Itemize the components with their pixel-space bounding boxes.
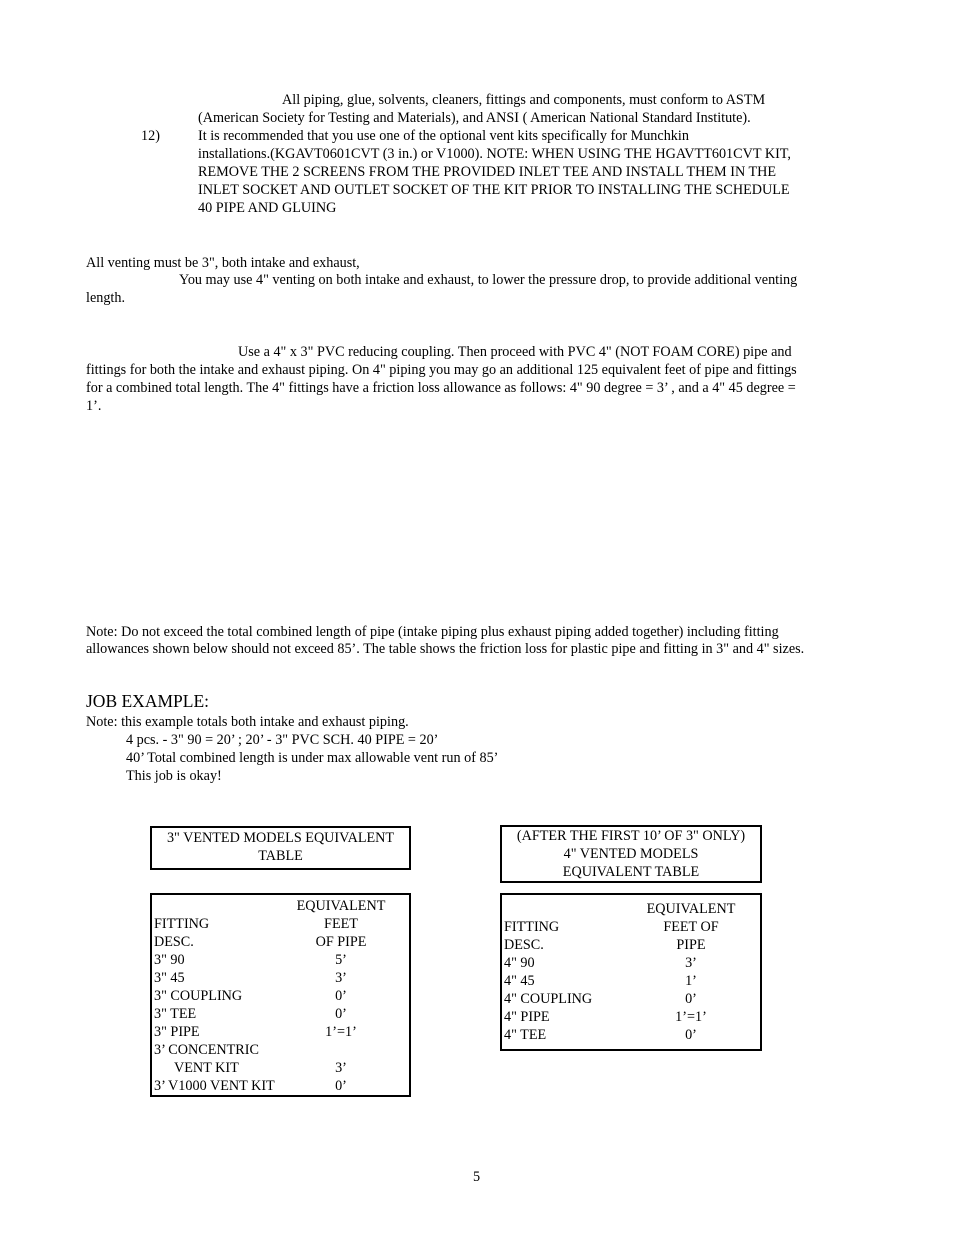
fitting-cell: 4" TEE [504,1027,547,1043]
item12-line: 40 PIPE AND GLUING [198,200,337,216]
table-4in-title [500,825,762,883]
table-3in-equivalent [150,893,411,1097]
table-4in-title-line: EQUIVALENT TABLE [562,864,700,880]
feet-cell: 0’ [335,1078,347,1094]
table-4in-title-line: (AFTER THE FIRST 10’ OF 3" ONLY) [516,828,746,844]
table-4in-equivalent [500,893,762,1051]
job-example-line: 4 pcs. - 3" 90 = 20’ ; 20’ - 3" PVC SCH. 40 PIPE = 20’ [126,732,439,748]
fitting-cell: 3" PIPE [154,1024,200,1040]
table-3in-title [150,826,411,870]
header-cell: FITTING [154,916,210,932]
table-row [502,972,760,990]
table-header-row [502,936,760,954]
item12-line: REMOVE THE 2 SCREENS FROM THE PROVIDED INLET TEE AND INSTALL THEM IN THE [198,164,777,180]
fitting-cell: 4" PIPE [504,1009,550,1025]
table-row [152,1059,409,1077]
note-line: allowances shown below should not exceed 85’. The table shows the friction loss for plastic pipe and fitting in 3" and 4" sizes. [86,641,805,657]
table-4in-title-line: 4" VENTED MODELS [563,846,699,862]
fitting-cell: 3" 90 [154,952,185,968]
table-row [152,1041,409,1059]
page-number: 5 [473,1169,481,1185]
venting-line: length. [86,290,126,306]
astm-conformance-line: All piping, glue, solvents, cleaners, fittings and components, must conform to ASTM [282,92,766,108]
item-number: 12) [141,128,160,144]
table-row [152,1023,409,1041]
table-row [502,954,760,972]
table-header-row [152,933,409,951]
table-header-row [152,897,409,915]
fitting-cell: 3" 45 [154,970,185,986]
table-row [502,1026,760,1044]
fitting-cell: 3’ V1000 VENT KIT [154,1078,275,1094]
feet-cell: 1’=1’ [675,1009,707,1025]
feet-cell: 1’ [685,973,697,989]
feet-cell: 0’ [685,1027,697,1043]
venting-line: You may use 4" venting on both intake and exhaust, to lower the pressure drop, to provide additional venting [179,272,798,288]
feet-cell: 0’ [685,991,697,1007]
feet-cell: 0’ [335,988,347,1004]
header-cell: EQUIVALENT [646,901,736,917]
header-cell: FEET OF [663,919,719,935]
feet-cell: 1’=1’ [325,1024,357,1040]
item12-line: It is recommended that you use one of the optional vent kits specifically for Munchkin [198,128,689,144]
table-3in-title-line: 3" VENTED MODELS EQUIVALENT [166,830,395,846]
table-row [152,969,409,987]
job-example-heading: JOB EXAMPLE: [86,691,209,711]
fitting-cell: 3" TEE [154,1006,197,1022]
header-cell: DESC. [504,937,544,953]
fitting-cell: VENT KIT [174,1060,239,1076]
fitting-cell: 4" 90 [504,955,535,971]
feet-cell: 3’ [335,970,347,986]
coupling-line: 1’. [86,398,102,414]
header-cell: FEET [324,916,358,932]
ansi-conformance-line: (American Society for Testing and Materials), and ANSI ( American National Standard Institute). [198,110,751,126]
table-row [152,1077,409,1095]
fitting-cell: 4" COUPLING [504,991,593,1007]
fitting-cell: 3" COUPLING [154,988,243,1004]
job-example-line: 40’ Total combined length is under max allowable vent run of 85’ [126,750,499,766]
header-cell: PIPE [676,937,706,953]
feet-cell: 3’ [685,955,697,971]
job-example-line: Note: this example totals both intake and exhaust piping. [86,714,409,730]
venting-line: All venting must be 3", both intake and exhaust, [86,255,360,271]
table-row [152,951,409,969]
fitting-cell: 3’ CONCENTRIC [154,1042,259,1058]
table-header-row [502,900,760,918]
coupling-line: for a combined total length. The 4" fittings have a friction loss allowance as follows: 4" 90 degree = 3’ , and a 4" 45 degree = [86,380,796,396]
item12-line: INLET SOCKET AND OUTLET SOCKET OF THE KIT PRIOR TO INSTALLING THE SCHEDULE [198,182,790,198]
header-cell: DESC. [154,934,194,950]
table-header-row [502,918,760,936]
feet-cell: 0’ [335,1006,347,1022]
note-line: Note: Do not exceed the total combined length of pipe (intake piping plus exhaust piping added together) including fitting [86,624,779,640]
feet-cell: 3’ [335,1060,347,1076]
header-cell: FITTING [504,919,560,935]
fitting-cell: 4" 45 [504,973,535,989]
coupling-line: Use a 4" x 3" PVC reducing coupling. Then proceed with PVC 4" (NOT FOAM CORE) pipe and [238,344,792,360]
table-row [502,990,760,1008]
table-header-row [152,915,409,933]
coupling-line: fittings for both the intake and exhaust piping. On 4" piping you may go an additional 125 equivalent feet of pipe and fittings [86,362,797,378]
item12-line: installations.(KGAVT0601CVT (3 in.) or V1000). NOTE: WHEN USING THE HGAVTT601CVT KIT, [198,146,791,162]
header-cell: EQUIVALENT [296,898,386,914]
header-cell: OF PIPE [315,934,367,950]
table-row [152,1005,409,1023]
table-row [502,1008,760,1026]
job-example-line: This job is okay! [126,768,222,784]
table-3in-title-line: TABLE [258,848,303,864]
feet-cell: 5’ [335,952,347,968]
table-row [152,987,409,1005]
